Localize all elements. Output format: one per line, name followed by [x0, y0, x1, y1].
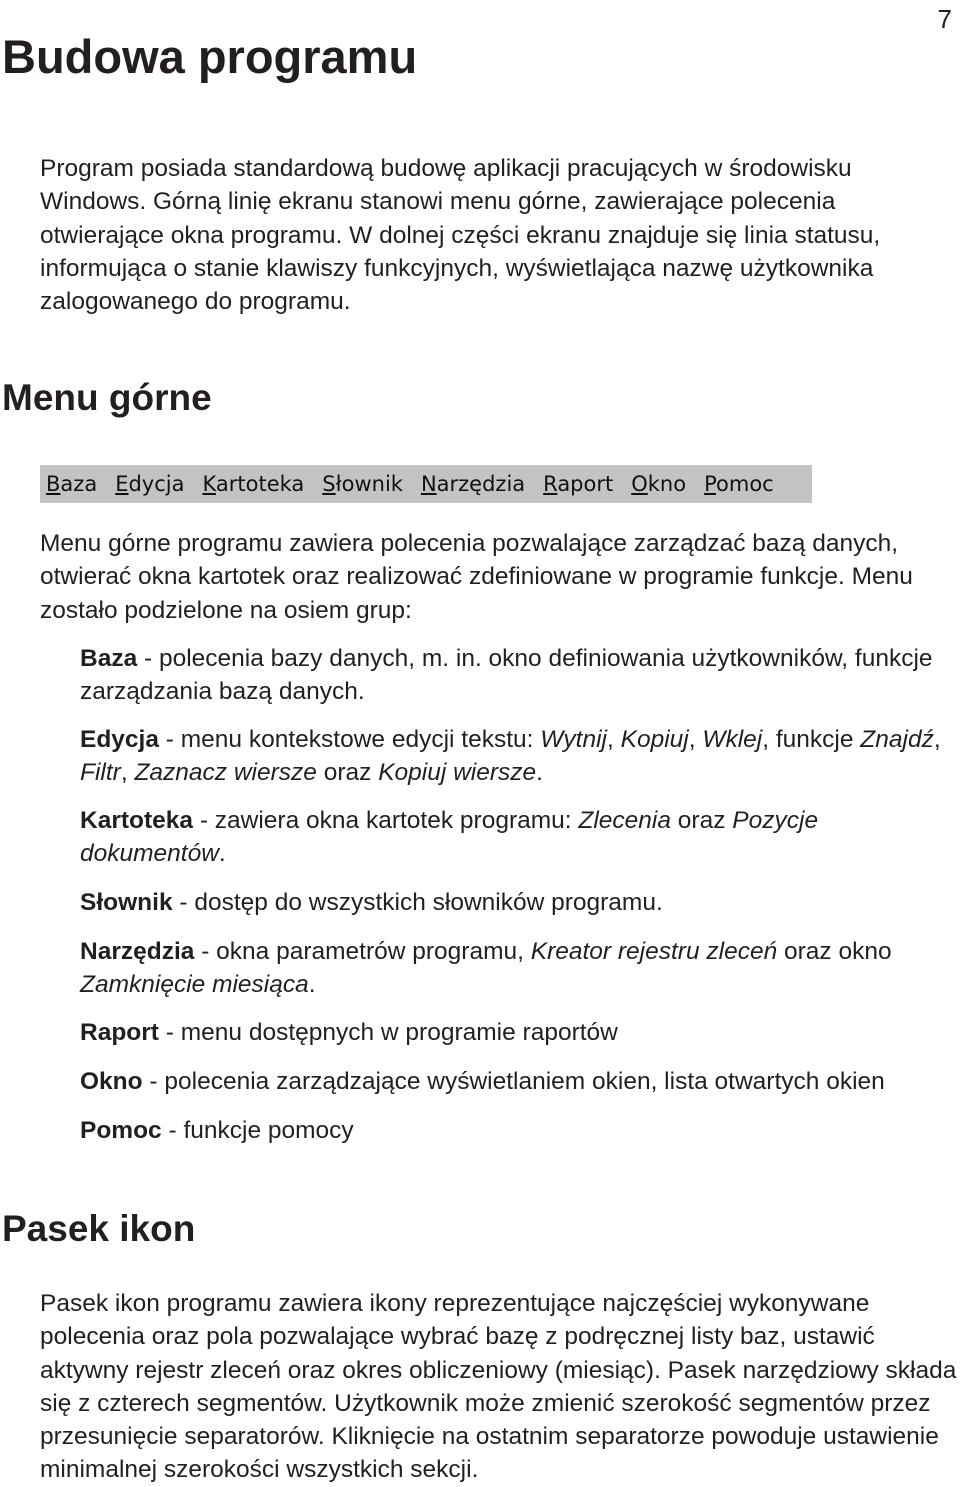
intro-paragraph: Program posiada standardową budowę aplikacji pracujących w środowisku Windows. Górną linię ekranu stanowi menu górne, zawierające polecenia otwierające okna programu. W dolnej części ekranu znajduje się linia statusu, informująca o stanie klawiszy funkcyjnych, wyświetlająca nazwę użytkownika zalogowanego do programu. [40, 155, 881, 316]
term-okno: Okno [80, 1068, 143, 1095]
menu-item-kartoteka[interactable]: Kartoteka [202, 472, 305, 496]
definition-baza: Baza - polecenia bazy danych, m. in. okno definiowania użytkowników, funkcje zarządzania bazą danych. [80, 645, 933, 705]
definition-raport: Raport - menu dostępnych w programie raportów [80, 1019, 618, 1046]
heading-budowa-programu: Budowa programu [2, 30, 418, 83]
term-baza: Baza [80, 645, 138, 672]
menu-item-raport[interactable]: Raport [543, 472, 614, 496]
menu-paragraph: Menu górne programu zawiera polecenia pozwalające zarządzać bazą danych, otwierać okna kartotek oraz realizować zdefiniowane w programie funkcje. Menu zostało podzielone na osiem grup: [40, 530, 913, 624]
menu-item-edycja[interactable]: Edycja [115, 472, 185, 496]
definition-slownik: Słownik - dostęp do wszystkich słowników programu. [80, 889, 663, 916]
term-edycja: Edycja [80, 726, 159, 753]
pasek-paragraph: Pasek ikon programu zawiera ikony reprezentujące najczęściej wykonywane polecenia oraz pola pozwalające wybrać bazę z podręcznej listy baz, ustawić aktywny rejestr zleceń oraz okres obliczeniowy (miesiąc). Pasek narzędziowy składa się z czterech segmentów. Użytkownik może zmienić szerokość segmentów przez przesunięcie separatorów. Kliknięcie na ostatnim separatorze powoduje ustawienie minimalnej szerokości wszystkich sekcji. [40, 1290, 957, 1484]
term-narzedzia: Narzędzia [80, 938, 195, 965]
term-pomoc: Pomoc [80, 1117, 162, 1144]
definition-narzedzia: Narzędzia - okna parametrów programu, Kreator rejestru zleceń oraz okno Zamknięcie miesiąca. [80, 938, 892, 998]
page-number: 7 [937, 4, 952, 34]
heading-pasek-ikon: Pasek ikon [2, 1208, 196, 1249]
definition-kartoteka: Kartoteka - zawiera okna kartotek programu: Zlecenia oraz Pozycje dokumentów. [80, 807, 819, 867]
menu-item-slownik[interactable]: Słownik [322, 472, 403, 496]
definition-pomoc: Pomoc - funkcje pomocy [80, 1117, 354, 1144]
term-kartoteka: Kartoteka [80, 807, 194, 834]
menu-item-okno[interactable]: Okno [631, 472, 687, 496]
menu-item-baza[interactable]: Baza [46, 472, 98, 496]
menu-item-narzedzia[interactable]: Narzędzia [420, 472, 526, 496]
term-slownik: Słownik [80, 889, 173, 916]
definition-edycja: Edycja - menu kontekstowe edycji tekstu: Wytnij, Kopiuj, Wklej, funkcje Znajdź, Filtr, Zaznacz wiersze oraz Kopiuj wiersze. [80, 726, 941, 786]
menu-item-pomoc[interactable]: Pomoc [704, 472, 774, 496]
definition-okno: Okno - polecenia zarządzające wyświetlaniem okien, lista otwartych okien [80, 1068, 885, 1095]
menubar-screenshot [40, 465, 812, 503]
term-raport: Raport [80, 1019, 159, 1046]
heading-menu-gorne: Menu górne [2, 377, 212, 418]
